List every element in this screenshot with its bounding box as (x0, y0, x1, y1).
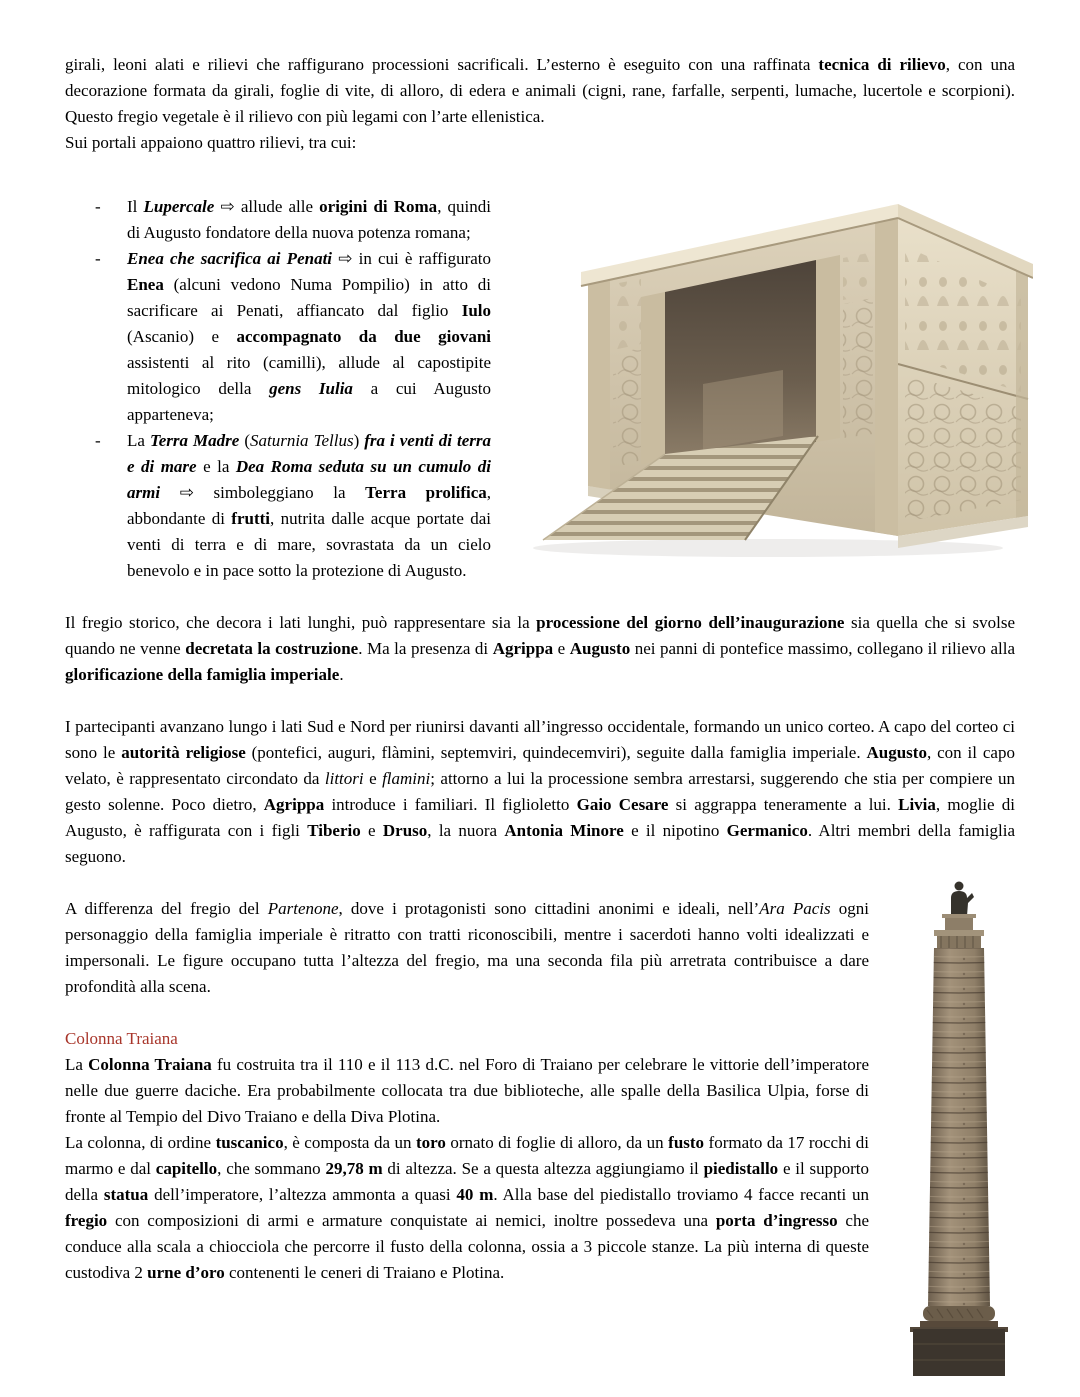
relief-bullet-list (65, 182, 1015, 584)
fregio-paragraph: Il fregio storico, che decora i lati lunghi, può rappresentare sia la processione del giorno dell’inaugurazione sia quella che si svolse quando ne venne decretata la costruzione. Ma la presenza di Agrippa e Augusto nei panni di pontefice massimo, collegano il rilievo alla glorificazione della famiglia imperiale. (65, 613, 1015, 684)
bullet-marker: - (95, 197, 101, 216)
partecipanti-paragraph: I partecipanti avanzano lungo i lati Sud e Nord per riunirsi davanti all’ingresso occidentale, formando un unico corteo. A capo del corteo ci sono le autorità religiose (pontefici, auguri, flàmini, septemviri, quindecemviri), seguite dalla famiglia imperiale. Augusto, con il capo velato, è rappresentato circondato da littori e flamini; attorno a lui la processione sembra arrestarsi, suggerendo che stia per compiere un gesto solenne. Poco dietro, Agrippa introduce i familiari. Il figlioletto Gaio Cesare si aggrappa teneramente a lui. Livia, moglie di Augusto, è raffigurata con i figli Tiberio e Druso, la nuora Antonia Minore e il nipotino Germanico. Altri membri della famiglia seguono. (65, 717, 1016, 866)
trajan-column-figure (889, 876, 1029, 1376)
bullet-item-enea (65, 246, 1015, 428)
intro-paragraph: girali, leoni alati e rilievi che raffigurano processioni sacrificali. L’esterno è eseguito con una raffinata tecnica di rilievo, con una decorazione formata da girali, foglie di vite, di alloro, di edera e animali (cigni, rane, farfalle, serpenti, lumache, lucertole e scorpioni). Questo fregio vegetale è il rilievo con più legami con l’arte ellenistica. Sui portali appaiono quattro rilievi, tra cui: (65, 55, 1015, 152)
bullet-item-terra-madre (65, 428, 1015, 584)
differenza-paragraph: A differenza del fregio del Partenone, dove i protagonisti sono cittadini anonimi e ideali, nell’Ara Pacis ogni personaggio della famiglia imperiale è ritratto con tratti riconoscibili, mentre i sacerdoti hanno volti idealizzati e impersonali. Le figure occupano tutta l’altezza del fregio, ma una seconda fila più arretrata contribuisce a dare profondità alla scena. (65, 899, 869, 996)
bullet-marker: - (95, 249, 101, 268)
colonna-paragraph-1: La Colonna Traiana fu costruita tra il 110 e il 113 d.C. nel Foro di Traiano per celebrare le vittorie dell’imperatore nelle due guerre daciche. Era probabilmente collocata tra due biblioteche, alle spalle della Basilica Ulpia, forse di fronte al Tempio del Divo Traiano e della Diva Plotina. (65, 1055, 869, 1126)
bullet-text: Enea che sacrifica ai Penati ⇨ in cui è raffigurato Enea (alcuni vedono Numa Pompilio) in atto di sacrificare ai Penati, affiancato dal figlio Iulo (Ascanio) e accompagnato da due giovani assistenti al rito (camilli), allude al capostipite mitologico della gens Iulia a cui Augusto apparteneva; (127, 249, 492, 424)
trajan-column-image (889, 876, 1029, 1376)
bullet-marker: - (95, 431, 101, 450)
bullet-text: Il Lupercale ⇨ allude alle origini di Roma, quindi di Augusto fondatore della nuova potenza romana; (127, 197, 492, 242)
bullet-item-lupercale (65, 194, 1015, 246)
colonna-paragraph-2: La colonna, di ordine tuscanico, è composta da un toro ornato di foglie di alloro, da un fusto formato da 17 rocchi di marmo e dal capitello, che sommano 29,78 m di altezza. Se a questa altezza aggiungiamo il piedistallo e il supporto della statua dell’imperatore, l’altezza ammonta a quasi 40 m. Alla base del piedistallo troviamo 4 facce recanti un fregio con composizioni di armi e armature conquistate ai nemici, inoltre possedeva una porta d’ingresso che conduce alla scala a chiocciola che percorre il fusto della colonna, ossia a 3 piccole stanze. La più interna di queste custodiva 2 urne d’oro contenenti le ceneri di Traiano e Plotina. (65, 1133, 870, 1282)
bullet-text: La Terra Madre (Saturnia Tellus) fra i venti di terra e di mare e la Dea Roma seduta su un cumulo di armi ⇨ simboleggiano la Terra prolifica, abbondante di frutti, nutrita dalle acque portate dai venti di terra e di mare, sovrastata da un cielo benevolo e in pace sotto la protezione di Augusto. (127, 431, 492, 580)
section-heading-colonna-traiana: Colonna Traiana (65, 1029, 178, 1048)
